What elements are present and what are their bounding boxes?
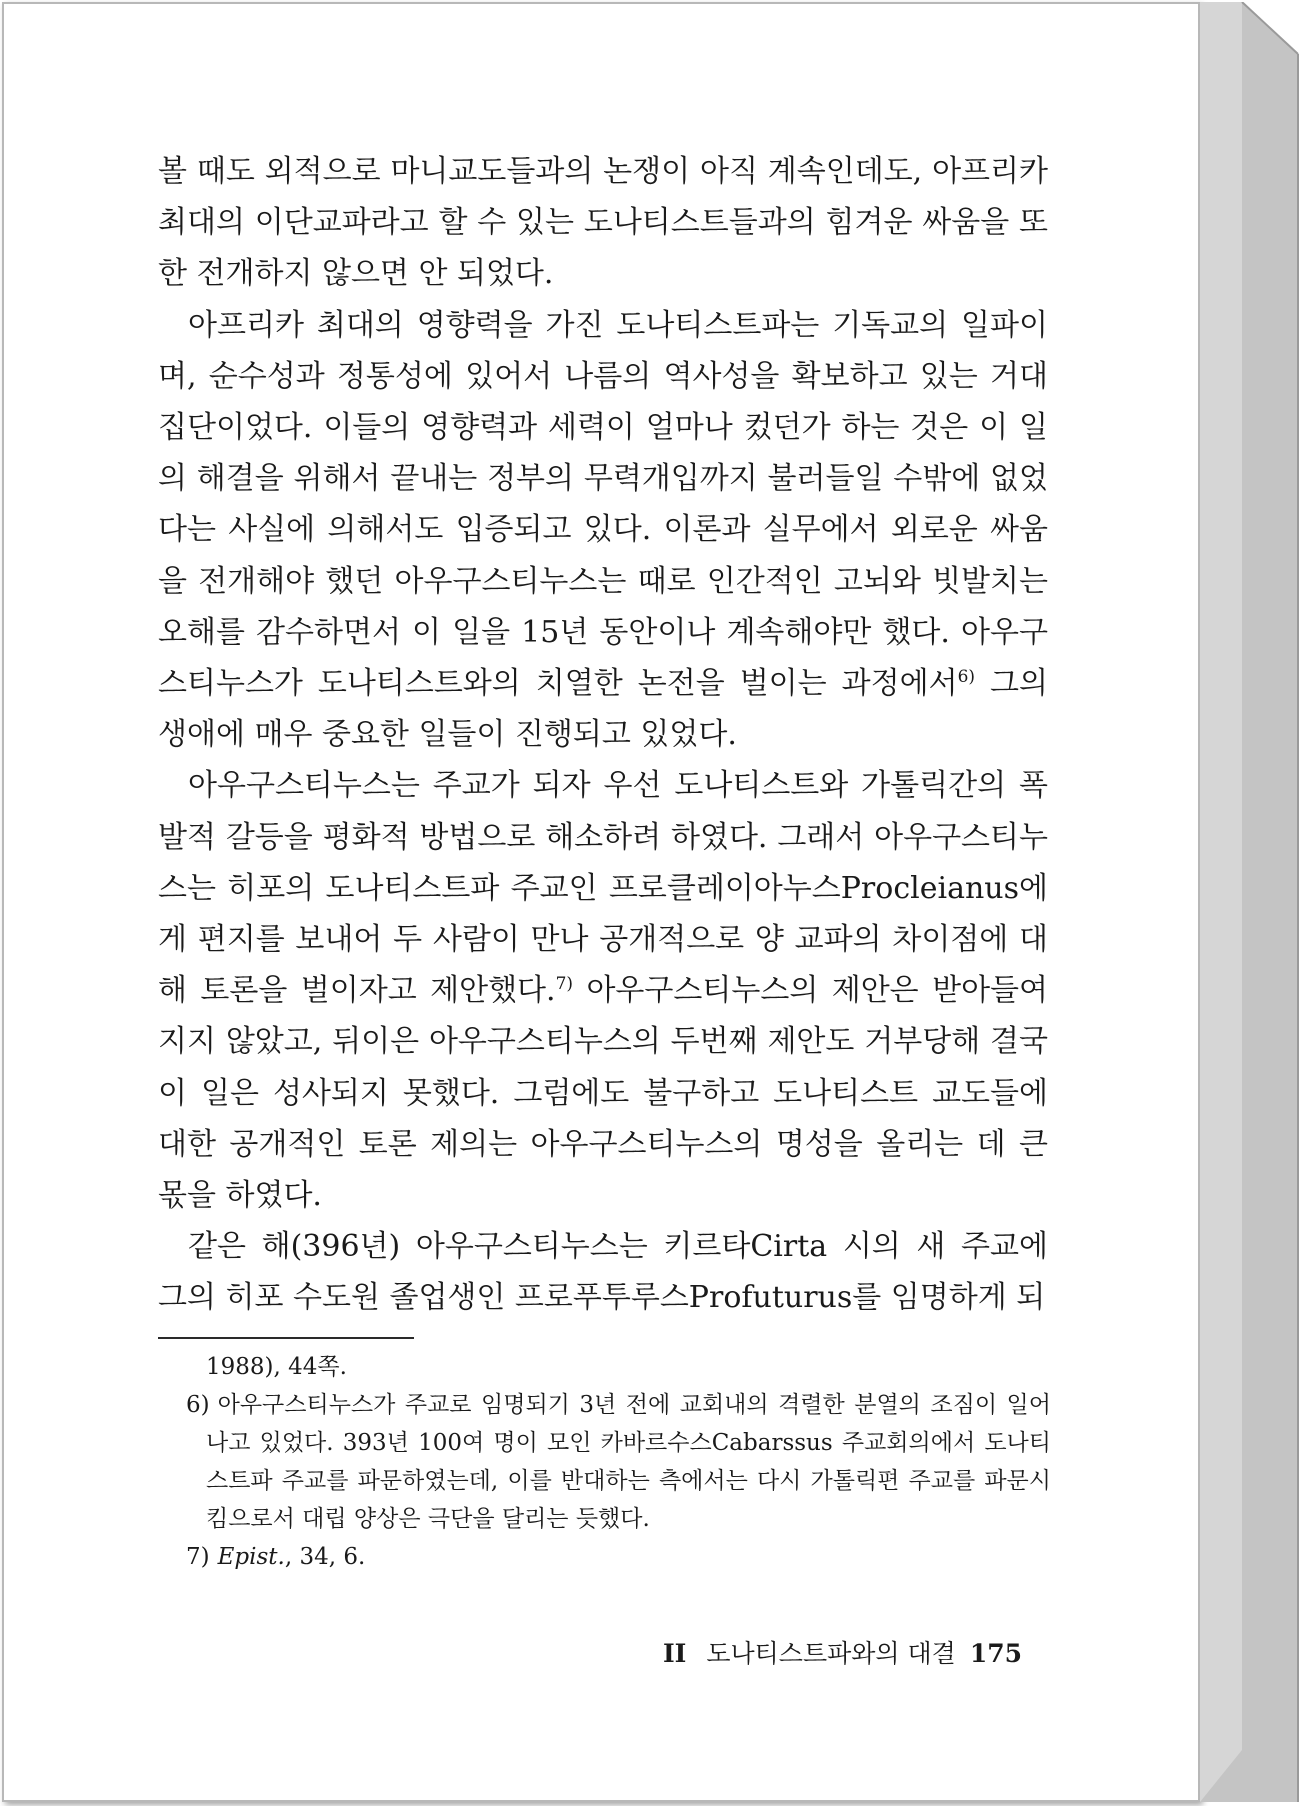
footnote — [186, 1386, 1051, 1538]
book-edge — [1200, 2, 1300, 1802]
footnote — [186, 1538, 1051, 1576]
paragraph — [158, 146, 1048, 300]
paragraph-text: 그의 생애에 매우 중요한 일들이 진행되고 있었다. — [158, 666, 1049, 753]
body-text — [158, 146, 1048, 1324]
footnote-number: 6) — [186, 1392, 210, 1418]
footnotes — [186, 1348, 1051, 1576]
paragraph-text: 아우구스티누스의 제안은 받아들여지지 않았고, 뒤이은 아우구스티누스의 두번째 제안도 거부당해 결국 이 일은 성사되지 못했다. 그럼에도 불구하고 도나티스트 교도들에 대한 공개적인 토론 제의는 아우구스티누스의 명성을 올리는 데 큰 몫을 하였다. — [158, 973, 1049, 1214]
running-footer — [660, 1634, 1022, 1670]
paragraph-text: 아프리카 최대의 영향력을 가진 도나티스트파는 기독교의 일파이며, 순수성과 정통성에 있어서 나름의 역사성을 확보하고 있는 거대집단이었다. 이들의 영향력과 세력이 얼마나 컸던가 하는 것은 이 일의 해결을 위해서 끝내는 정부의 무력개입까지 불러들일 수밖에 없었다는 사실에 의해서도 입증되고 있다. 이론과 실무에서 외로운 싸움을 전개해야 했던 아우구스티누스는 때로 인간적인 고뇌와 빗발치는 오해를 감수하면서 이 일을 15년 동안이나 계속해야만 했다. 아우구스티누스가 도나티스트와의 치열한 논전을 벌이는 과정에서 — [158, 307, 1048, 702]
page-number: 175 — [969, 1639, 1022, 1668]
footnote-text: Epist. — [217, 1544, 285, 1570]
footnote-text: , 34, 6. — [284, 1544, 366, 1570]
paragraph — [158, 300, 1048, 761]
footnote-reference: 7) — [555, 974, 574, 995]
footnote-text: 아우구스티누스가 주교로 임명되기 3년 전에 교회내의 격렬한 분열의 조짐이 일어나고 있었다. 393년 100여 명이 모인 카바르수스Cabarssus 주교회의에서 도나티스트파 주교를 파문하였는데, 이를 반대하는 측에서는 다시 가톨릭편 주교를 파문시킴으로서 대립 양상은 극단을 달리는 듯했다. — [206, 1392, 1051, 1532]
footnote — [186, 1348, 1051, 1386]
footnote-reference: 6) — [957, 667, 976, 688]
paragraph-text: 볼 때도 외적으로 마니교도들과의 논쟁이 아직 계속인데도, 아프리카 최대의 이단교파라고 할 수 있는 도나티스트들과의 힘겨운 싸움을 또한 전개하지 않으면 안 되었다. — [158, 154, 1048, 292]
footnote-rule — [158, 1337, 414, 1339]
footer-chapter-title: 도나티스트파와의 대결 — [706, 1639, 956, 1668]
paragraph — [158, 760, 1048, 1221]
paragraph — [158, 1221, 1048, 1323]
footer-chapter-number: II — [662, 1639, 687, 1668]
book-edge-shape — [1200, 2, 1300, 1802]
footnote-text: 1988), 44쪽. — [206, 1354, 347, 1380]
paragraph-text: 같은 해(396년) 아우구스티누스는 키르타Cirta 시의 새 주교에 그의 히포 수도원 졸업생인 프로푸투루스Profuturus를 임명하게 되 — [158, 1229, 1048, 1316]
footnote-number: 7) — [186, 1544, 210, 1570]
paragraph-text: 아우구스티누스는 주교가 되자 우선 도나티스트와 가톨릭간의 폭발적 갈등을 평화적 방법으로 해소하려 하였다. 그래서 아우구스티누스는 히포의 도나티스트파 주교인 프로클레이아누스Procleianus에게 편지를 보내어 두 사람이 만나 공개적으로 양 교파의 차이점에 대해 토론을 벌이자고 제안했다. — [158, 768, 1048, 1009]
